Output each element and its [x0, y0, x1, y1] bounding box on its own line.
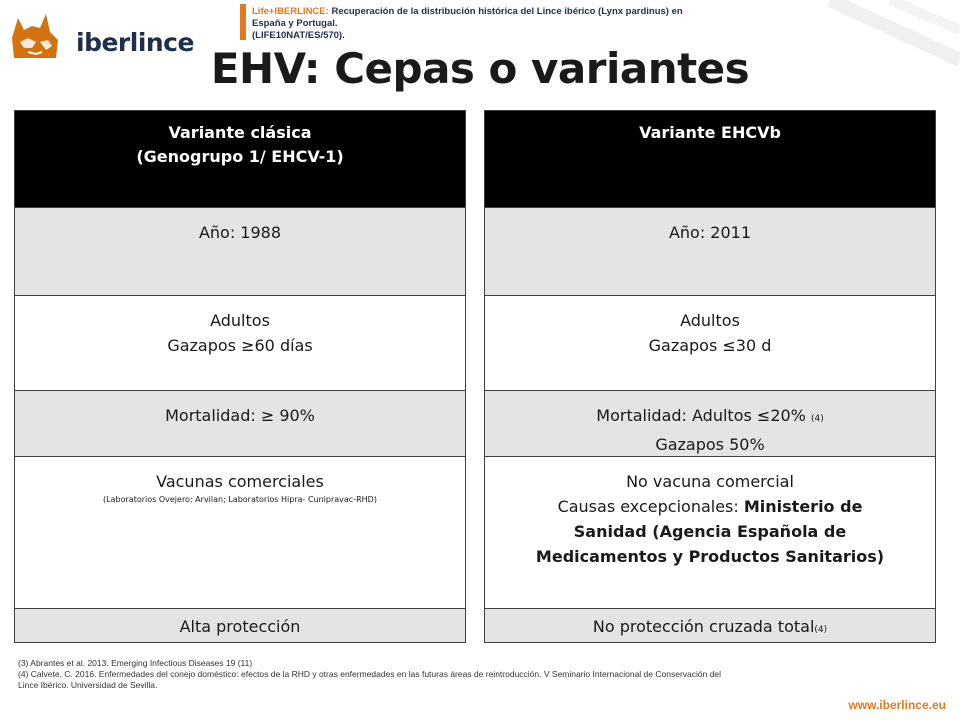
- mortality-line: [485, 403, 935, 432]
- classic-variant-header: [14, 110, 466, 208]
- header-line: (Genogrupo 1/ EHCV-1): [136, 147, 344, 166]
- ages-line: Gazapos ≥60 días: [167, 336, 313, 355]
- mortality-cell: [484, 391, 936, 457]
- year-cell: Año: 1988: [14, 208, 466, 296]
- header-line: Variante clásica: [168, 123, 312, 142]
- reference-marker: (4): [814, 625, 828, 635]
- vaccine-text: Causas excepcionales:: [557, 497, 744, 516]
- vaccine-cell: [484, 457, 936, 609]
- reference-marker: (4): [810, 414, 824, 424]
- project-label: Life+IBERLINCE:: [252, 6, 329, 17]
- vaccine-text-bold: Ministerio de: [743, 497, 863, 516]
- ehcvb-variant-table: [484, 110, 936, 643]
- mortality-line: Gazapos 50%: [655, 435, 765, 454]
- year-cell: Año: 2011: [484, 208, 936, 296]
- vaccine-line: No vacuna comercial: [626, 472, 794, 491]
- mortality-cell: Mortalidad: ≥ 90%: [14, 391, 466, 457]
- footer-website-link[interactable]: www.iberlince.eu: [848, 698, 946, 712]
- brand-name: iberlince: [76, 28, 194, 57]
- vaccine-line: Sanidad (Agencia Española de: [573, 522, 847, 541]
- page-title: EHV: Cepas o variantes: [210, 44, 750, 93]
- reference-item: (4) Calvete, C. 2016. Enfermedades del conejo doméstico: efectos de la RHD y otras enfermedades en las futuras áreas de reintroducción. V Seminario Internacional de Conservación del: [18, 669, 722, 679]
- ages-cell: [484, 296, 936, 391]
- header-line: Variante EHCVb: [639, 123, 781, 142]
- vaccines-cell: [14, 457, 466, 609]
- reference-item: Lince Ibérico. Universidad de Sevilla.: [18, 680, 158, 690]
- references: [18, 658, 918, 691]
- protection-text: No protección cruzada total: [592, 617, 815, 636]
- vaccine-line: [485, 494, 935, 519]
- ages-line: Gazapos ≤30 d: [648, 336, 772, 355]
- protection-cell: Alta protección: [14, 609, 466, 643]
- project-text: Recuperación de la distribución histórica del Lince ibérico (Lynx pardinus) en España y Portugal.: [252, 6, 683, 29]
- mortality-text: Mortalidad: Adultos ≤20%: [596, 406, 806, 425]
- reference-item: (3) Abrantes et al. 2013. Emerging Infectious Diseases 19 (11): [18, 658, 253, 668]
- ages-cell: [14, 296, 466, 391]
- project-code: (LIFE10NAT/ES/570).: [252, 30, 345, 41]
- ages-line: Adultos: [210, 311, 270, 330]
- protection-cell: [484, 609, 936, 643]
- ages-line: Adultos: [680, 311, 740, 330]
- classic-variant-table: [14, 110, 466, 643]
- vaccines-line: Vacunas comerciales: [156, 472, 324, 491]
- vaccines-note: (Laboratorios Ovejero: Arvilan; Laboratorios Hipra- Cunipravac-RHD): [103, 495, 377, 504]
- header-accent-bar: [240, 4, 246, 40]
- project-description: [252, 6, 702, 42]
- vaccine-line: Medicamentos y Productos Sanitarios): [535, 547, 885, 566]
- ehcvb-variant-header: [484, 110, 936, 208]
